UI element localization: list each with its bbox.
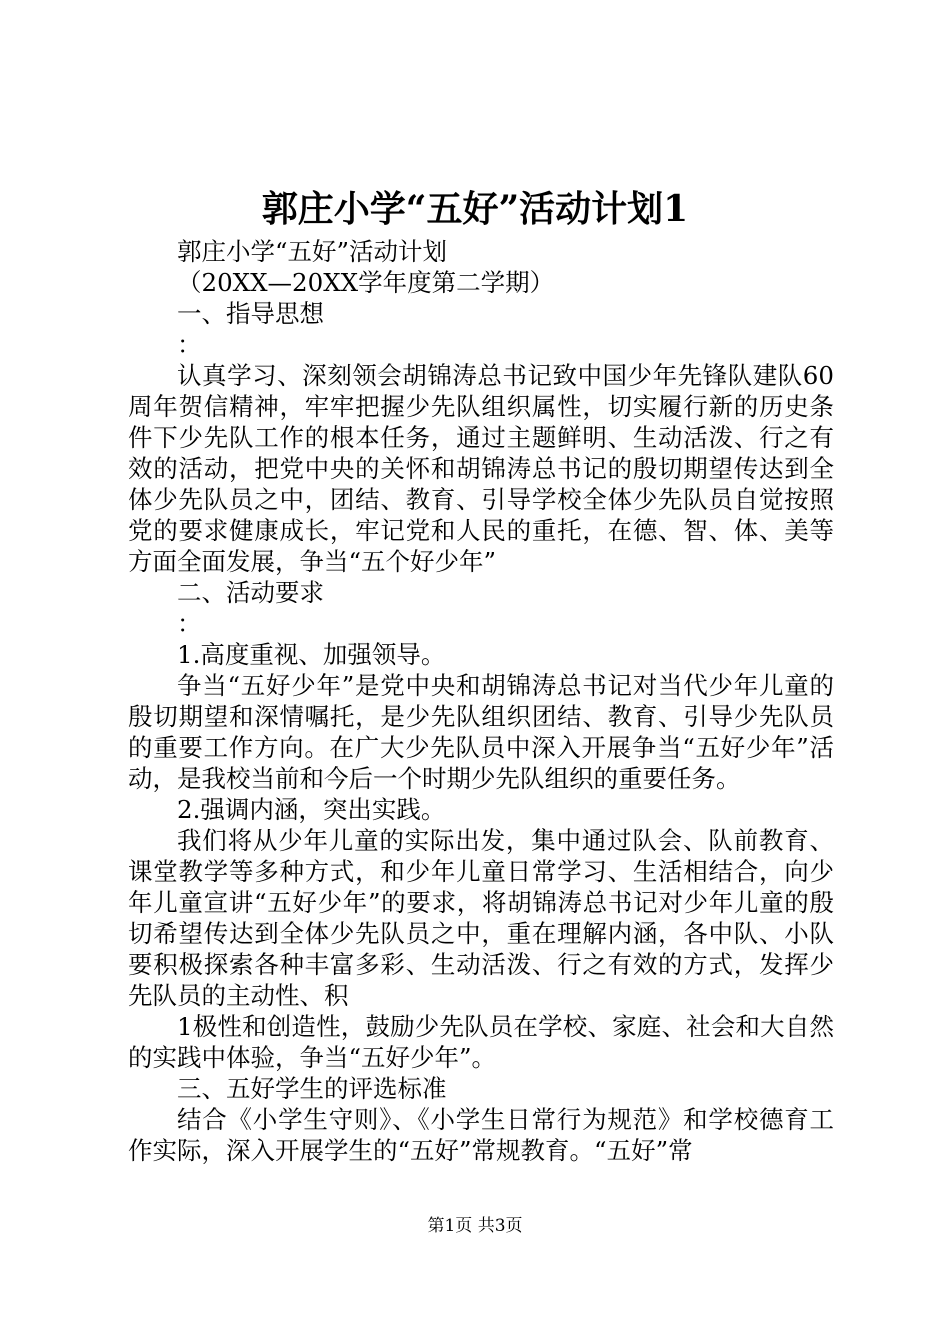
paragraph-requirement-2: 我们将从少年儿童的实际出发，集中通过队会、队前教育、课堂教学等多种方式，和少年儿童日常学习、生活相结合，向少年儿童宣讲“五好少年”的要求，将胡锦涛总书记对少年儿童的殷切希望传达到全体少先队员之中，重在理解内涵，各中队、小队要积极探索各种丰富多彩、生动活泼、行之有效的方式，发挥少先队员的主动性、积	[128, 826, 834, 1010]
school-year: （20XX—20XX学年度第二学期）	[177, 268, 555, 297]
paragraph-criteria: 结合《小学生守则》、《小学生日常行为规范》和学校德育工作实际，深入开展学生的“五好”常规教育。“五好”常	[128, 1105, 834, 1165]
document-body	[128, 236, 834, 1166]
section-heading-1: 一、指导思想	[177, 299, 324, 328]
colon-line: ：	[177, 609, 202, 638]
section-heading-2: 二、活动要求	[177, 578, 324, 607]
paragraph-continuation: 1极性和创造性，鼓励少先队员在学校、家庭、社会和大自然的实践中体验，争当“五好少年”。	[128, 1012, 834, 1072]
section-heading-3: 三、五好学生的评选标准	[177, 1074, 447, 1103]
colon-line: ：	[177, 330, 202, 359]
subheading-1: 1.高度重视、加强领导。	[177, 640, 446, 669]
page-title: 郭庄小学“五好”活动计划1	[261, 188, 689, 230]
subtitle: 郭庄小学“五好”活动计划	[177, 237, 448, 266]
paragraph-requirement-1: 争当“五好少年”是党中央和胡锦涛总书记对当代少年儿童的殷切期望和深情嘱托，是少先队组织团结、教育、引导少先队员的重要工作方向。在广大少先队员中深入开展争当“五好少年”活动，是我校当前和今后一个时期少先队组织的重要任务。	[128, 671, 834, 793]
paragraph-guiding-thought: 认真学习、深刻领会胡锦涛总书记致中国少年先锋队建队60周年贺信精神，牢牢把握少先队组织属性，切实履行新的历史条件下少先队工作的根本任务，通过主题鲜明、生动活泼、行之有效的活动，把党中央的关怀和胡锦涛总书记的殷切期望传达到全体少先队员之中，团结、教育、引导学校全体少先队员自觉按照党的要求健康成长，牢记党和人民的重托，在德、智、体、美等方面全面发展，争当“五个好少年”	[128, 361, 834, 576]
subheading-2: 2.强调内涵，突出实践。	[177, 795, 446, 824]
page-footer: 第1页 共3页	[427, 1216, 523, 1236]
